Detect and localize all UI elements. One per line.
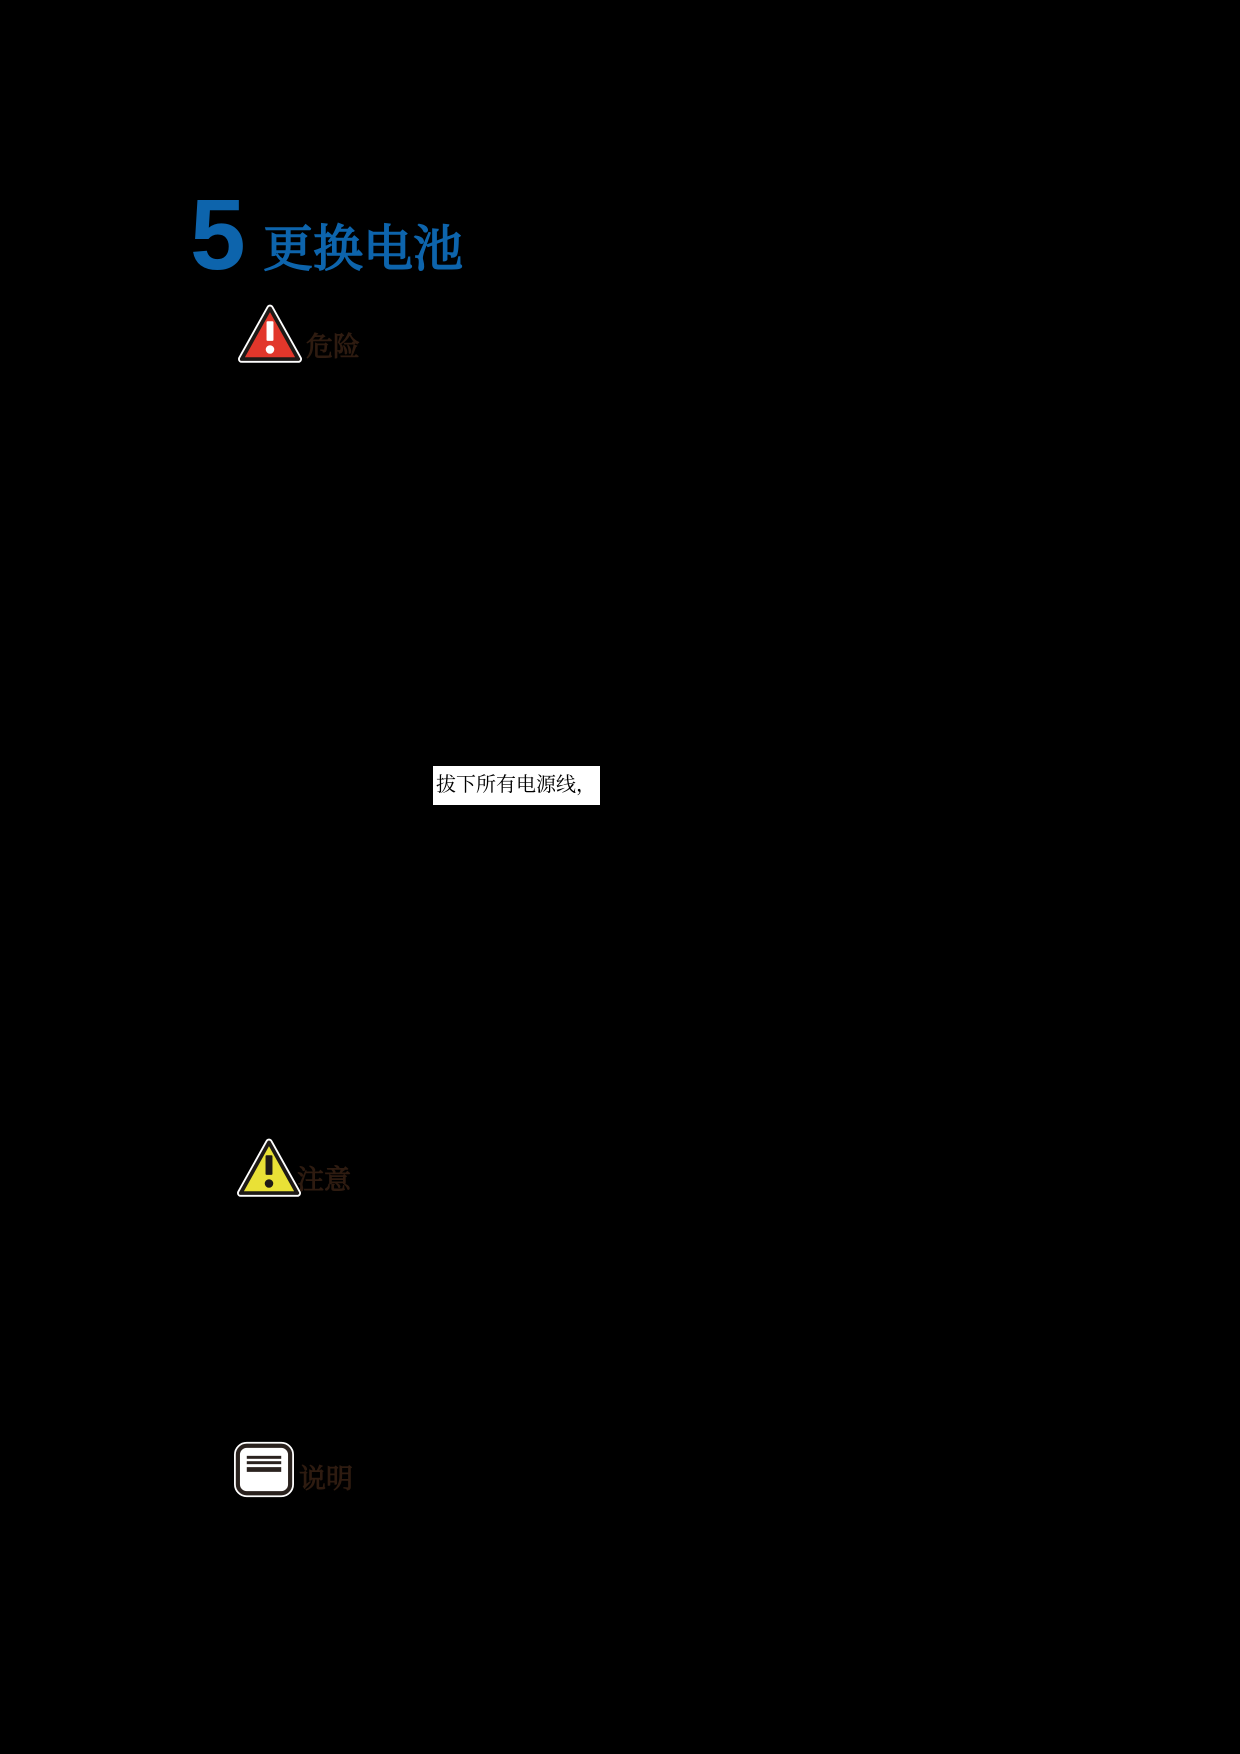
danger-exclamation-bar: [267, 321, 274, 341]
chapter-number: 5: [190, 179, 246, 291]
highlighted-phrase: 拔下所有电源线，: [433, 766, 600, 805]
note-icon-line-1: [247, 1456, 281, 1459]
caution-triangle-icon: [237, 1137, 301, 1199]
danger-exclamation-dot: [266, 345, 275, 354]
note-icon: [233, 1441, 295, 1498]
note-icon-line-2: [247, 1461, 281, 1464]
note-label: 说明: [299, 1464, 353, 1494]
note-icon-line-3: [247, 1467, 281, 1472]
chapter-title: 更换电池: [263, 221, 463, 277]
danger-triangle-icon: [238, 303, 302, 365]
danger-label: 危险: [306, 332, 360, 362]
caution-exclamation-dot: [265, 1179, 274, 1188]
caution-exclamation-bar: [266, 1155, 273, 1175]
caution-label: 注意: [297, 1165, 351, 1195]
